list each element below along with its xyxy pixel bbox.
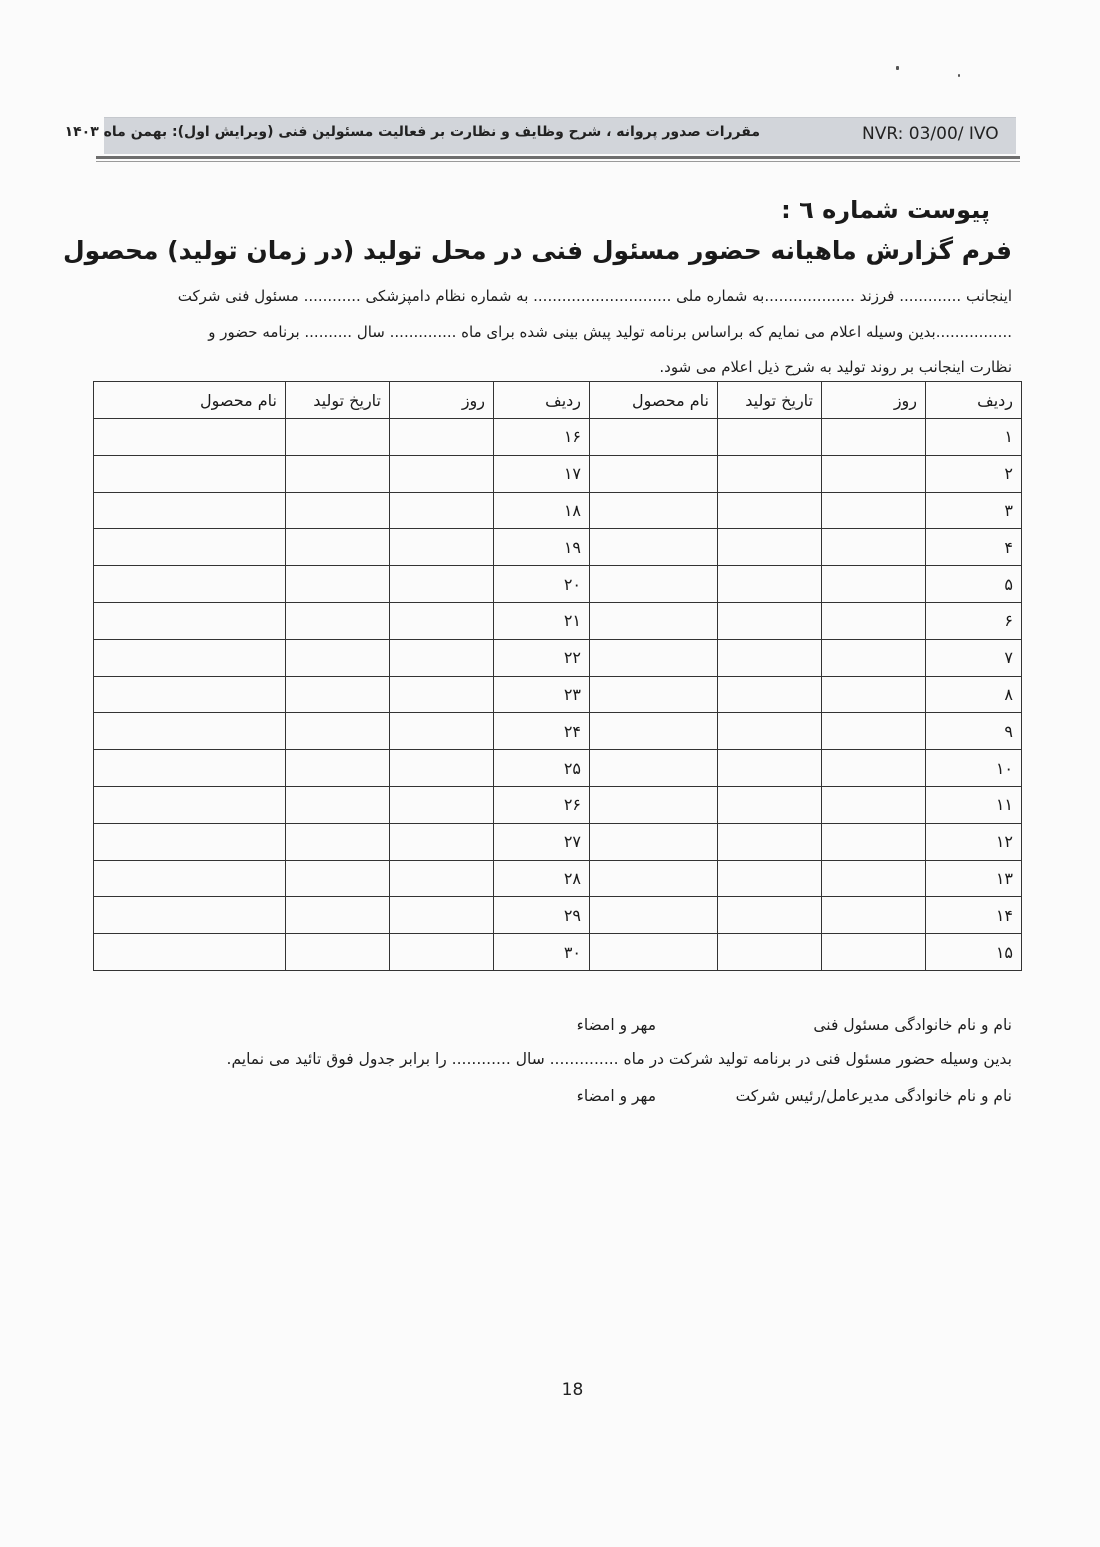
ceo-name-label: نام و نام خانوادگی مدیرعامل/رئیس شرکت xyxy=(735,1087,1012,1105)
production-date-cell xyxy=(718,529,822,566)
product-name-cell xyxy=(94,529,286,566)
day-cell xyxy=(822,639,926,676)
header-rule xyxy=(96,156,1020,159)
day-cell xyxy=(390,455,494,492)
day-cell xyxy=(390,566,494,603)
row-number-cell: ۸ xyxy=(926,676,1022,713)
day-cell xyxy=(822,750,926,787)
production-date-cell xyxy=(718,676,822,713)
product-name-cell xyxy=(590,860,718,897)
production-date-cell xyxy=(286,676,390,713)
production-date-cell xyxy=(718,786,822,823)
product-name-cell xyxy=(590,823,718,860)
row-number-cell: ۳ xyxy=(926,492,1022,529)
document-code: NVR: 03/00/ IVO xyxy=(862,124,999,144)
row-number-cell: ۱۰ xyxy=(926,750,1022,787)
row-number-cell: ۲۵ xyxy=(494,750,590,787)
production-date-cell xyxy=(718,860,822,897)
attendance-table xyxy=(93,381,1022,971)
table-row xyxy=(94,897,1022,934)
day-cell xyxy=(822,492,926,529)
day-cell xyxy=(390,897,494,934)
intro-line-3: نظارت اینجانب بر روند تولید به شرح ذیل اعلام می شود. xyxy=(659,358,1012,376)
production-date-cell xyxy=(718,639,822,676)
day-cell xyxy=(390,676,494,713)
row-number-cell: ۷ xyxy=(926,639,1022,676)
day-cell xyxy=(390,713,494,750)
production-date-cell xyxy=(286,860,390,897)
production-date-cell xyxy=(286,492,390,529)
header-rule-thin xyxy=(96,161,1020,162)
row-number-cell: ۱۲ xyxy=(926,823,1022,860)
row-number-cell: ۲۷ xyxy=(494,823,590,860)
row-number-cell: ۱۵ xyxy=(926,934,1022,971)
production-date-cell xyxy=(718,713,822,750)
production-date-cell xyxy=(718,934,822,971)
production-date-cell xyxy=(718,750,822,787)
page-number: 18 xyxy=(561,1380,584,1400)
production-date-cell xyxy=(286,566,390,603)
row-number-cell: ۲۴ xyxy=(494,713,590,750)
row-number-cell: ۴ xyxy=(926,529,1022,566)
day-cell xyxy=(390,419,494,456)
day-cell xyxy=(390,529,494,566)
production-date-cell xyxy=(718,419,822,456)
product-name-cell xyxy=(590,713,718,750)
header-production-date: تاریخ تولید xyxy=(718,382,822,419)
production-date-cell xyxy=(286,602,390,639)
day-cell xyxy=(822,419,926,456)
production-date-cell xyxy=(718,455,822,492)
product-name-cell xyxy=(94,823,286,860)
product-name-cell xyxy=(590,676,718,713)
day-cell xyxy=(822,566,926,603)
production-date-cell xyxy=(286,639,390,676)
production-date-cell xyxy=(286,897,390,934)
row-number-cell: ۲۶ xyxy=(494,786,590,823)
table-row xyxy=(94,676,1022,713)
product-name-cell xyxy=(94,676,286,713)
day-cell xyxy=(390,492,494,529)
header-row-number: ردیف xyxy=(494,382,590,419)
header-product-name: نام محصول xyxy=(94,382,286,419)
day-cell xyxy=(822,529,926,566)
product-name-cell xyxy=(590,419,718,456)
row-number-cell: ۱۹ xyxy=(494,529,590,566)
day-cell xyxy=(390,602,494,639)
row-number-cell: ۲۳ xyxy=(494,676,590,713)
row-number-cell: ۱۱ xyxy=(926,786,1022,823)
table-row xyxy=(94,823,1022,860)
table-row xyxy=(94,492,1022,529)
product-name-cell xyxy=(94,750,286,787)
day-cell xyxy=(822,934,926,971)
day-cell xyxy=(390,934,494,971)
table-row xyxy=(94,419,1022,456)
row-number-cell: ۱۷ xyxy=(494,455,590,492)
product-name-cell xyxy=(590,750,718,787)
product-name-cell xyxy=(590,566,718,603)
product-name-cell xyxy=(94,602,286,639)
table-row xyxy=(94,934,1022,971)
confirmation-statement: بدین وسیله حضور مسئول فنی در برنامه تولید شرکت در ماه .............. سال ............ را برابر جدول فوق تائید می نمایم. xyxy=(226,1050,1012,1068)
day-cell xyxy=(822,860,926,897)
row-number-cell: ۱۴ xyxy=(926,897,1022,934)
technical-manager-seal-label: مهر و امضاء xyxy=(576,1016,656,1034)
row-number-cell: ۹ xyxy=(926,713,1022,750)
product-name-cell xyxy=(94,786,286,823)
production-date-cell xyxy=(286,823,390,860)
header-day: روز xyxy=(390,382,494,419)
header-day: روز xyxy=(822,382,926,419)
row-number-cell: ۲۱ xyxy=(494,602,590,639)
row-number-cell: ۲۲ xyxy=(494,639,590,676)
row-number-cell: ۱۳ xyxy=(926,860,1022,897)
header-production-date: تاریخ تولید xyxy=(286,382,390,419)
product-name-cell xyxy=(94,455,286,492)
day-cell xyxy=(390,823,494,860)
table-header-row xyxy=(94,382,1022,419)
table-row xyxy=(94,602,1022,639)
product-name-cell xyxy=(590,602,718,639)
header-product-name: نام محصول xyxy=(590,382,718,419)
row-number-cell: ۲۸ xyxy=(494,860,590,897)
product-name-cell xyxy=(94,860,286,897)
row-number-cell: ۱ xyxy=(926,419,1022,456)
product-name-cell xyxy=(94,492,286,529)
day-cell xyxy=(822,676,926,713)
product-name-cell xyxy=(94,934,286,971)
production-date-cell xyxy=(718,823,822,860)
product-name-cell xyxy=(590,639,718,676)
production-date-cell xyxy=(286,713,390,750)
production-date-cell xyxy=(286,529,390,566)
header-title: مقررات صدور پروانه ، شرح وظایف و نظارت بر فعالیت مسئولین فنی (ویرایش اول): بهمن ماه ۱۴۰۳ xyxy=(64,124,760,140)
day-cell xyxy=(822,455,926,492)
product-name-cell xyxy=(94,639,286,676)
day-cell xyxy=(390,750,494,787)
table-row xyxy=(94,750,1022,787)
product-name-cell xyxy=(590,529,718,566)
row-number-cell: ۱۶ xyxy=(494,419,590,456)
row-number-cell: ۵ xyxy=(926,566,1022,603)
production-date-cell xyxy=(718,602,822,639)
production-date-cell xyxy=(718,492,822,529)
day-cell xyxy=(390,786,494,823)
product-name-cell xyxy=(94,419,286,456)
table-row xyxy=(94,713,1022,750)
day-cell xyxy=(822,713,926,750)
ceo-seal-label: مهر و امضاء xyxy=(576,1087,656,1105)
row-number-cell: ۲۰ xyxy=(494,566,590,603)
technical-manager-name-label: نام و نام خانوادگی مسئول فنی xyxy=(813,1016,1012,1034)
product-name-cell xyxy=(94,566,286,603)
row-number-cell: ۱۸ xyxy=(494,492,590,529)
production-date-cell xyxy=(286,419,390,456)
product-name-cell xyxy=(590,786,718,823)
product-name-cell xyxy=(94,897,286,934)
day-cell xyxy=(822,602,926,639)
intro-line-2: ................بدین وسیله اعلام می نمایم که براساس برنامه تولید پیش بینی شده برای ماه .............. سال .......... برنامه حضور و xyxy=(208,323,1012,341)
table-row xyxy=(94,860,1022,897)
form-title: فرم گزارش ماهیانه حضور مسئول فنی در محل تولید (در زمان تولید) محصول xyxy=(62,236,1012,265)
header-row-number: ردیف xyxy=(926,382,1022,419)
row-number-cell: ۳۰ xyxy=(494,934,590,971)
production-date-cell xyxy=(718,566,822,603)
product-name-cell xyxy=(590,492,718,529)
scan-speck xyxy=(896,66,899,70)
day-cell xyxy=(390,639,494,676)
day-cell xyxy=(822,786,926,823)
scan-speck xyxy=(958,74,960,77)
product-name-cell xyxy=(590,455,718,492)
intro-line-1: اینجانب ............. فرزند ...................به شماره ملی ............................. به شماره نظام دامپزشکی ............ مسئول فنی شرکت xyxy=(177,287,1012,305)
table-row xyxy=(94,455,1022,492)
day-cell xyxy=(390,860,494,897)
table-row xyxy=(94,529,1022,566)
production-date-cell xyxy=(286,934,390,971)
row-number-cell: ۶ xyxy=(926,602,1022,639)
product-name-cell xyxy=(94,713,286,750)
attachment-title: پیوست شماره ٦ : xyxy=(781,196,990,224)
row-number-cell: ۲۹ xyxy=(494,897,590,934)
product-name-cell xyxy=(590,897,718,934)
production-date-cell xyxy=(286,750,390,787)
product-name-cell xyxy=(590,934,718,971)
table-row xyxy=(94,639,1022,676)
table-row xyxy=(94,786,1022,823)
production-date-cell xyxy=(718,897,822,934)
day-cell xyxy=(822,897,926,934)
production-date-cell xyxy=(286,786,390,823)
production-date-cell xyxy=(286,455,390,492)
day-cell xyxy=(822,823,926,860)
table-row xyxy=(94,566,1022,603)
row-number-cell: ۲ xyxy=(926,455,1022,492)
